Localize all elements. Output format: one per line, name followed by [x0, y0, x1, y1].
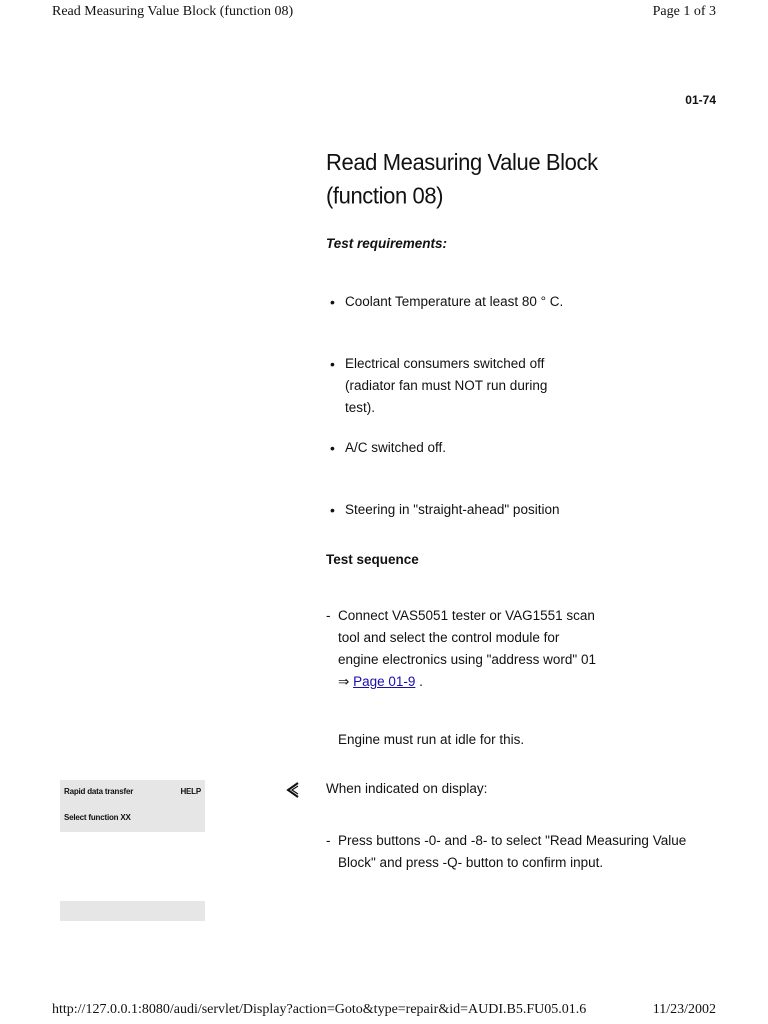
- requirement-item: [330, 499, 630, 521]
- display-line-1: Rapid data transfer: [64, 787, 134, 796]
- display-help: HELP: [180, 787, 201, 796]
- requirement-item: [330, 291, 630, 313]
- bullet-icon: •: [330, 440, 335, 456]
- page-code: 01-74: [685, 93, 716, 107]
- sequence-step-2-text: Press buttons -0- and -8- to select "Read Measuring Value Block" and press -Q- button to confirm input.: [338, 833, 687, 870]
- requirement-text: Electrical consumers switched off (radiator fan must NOT run during test).: [345, 356, 548, 415]
- pointer-arrow-icon: [286, 781, 300, 799]
- test-requirements-heading: Test requirements:: [326, 236, 448, 251]
- sequence-step-1: [326, 605, 596, 693]
- bullet-icon: •: [330, 502, 335, 518]
- requirement-text: Coolant Temperature at least 80 ° C.: [345, 294, 564, 309]
- dash-marker: -: [326, 608, 331, 623]
- sequence-step-1-text: [326, 605, 596, 693]
- page-title: [326, 146, 686, 213]
- bullet-icon: •: [330, 294, 335, 310]
- display-row-1: [64, 787, 201, 796]
- test-sequence-heading: Test sequence: [326, 552, 419, 567]
- idle-note: Engine must run at idle for this.: [338, 732, 525, 747]
- footer-date: 11/23/2002: [652, 1002, 716, 1017]
- page-title-line2: (function 08): [326, 182, 444, 209]
- requirement-item: [330, 437, 630, 459]
- page-link[interactable]: Page 01-9: [353, 674, 416, 689]
- display-blank-bar: [60, 901, 205, 921]
- page-indicator: Page 1 of 3: [652, 4, 716, 19]
- dash-marker: -: [326, 833, 331, 848]
- bullet-icon: •: [330, 356, 335, 372]
- header-title: Read Measuring Value Block (function 08): [52, 4, 294, 19]
- requirement-text: A/C switched off.: [345, 440, 447, 455]
- page-title-line1: Read Measuring Value Block: [326, 149, 598, 176]
- footer-url: http://127.0.0.1:8080/audi/servlet/Display?action=Goto&type=repair&id=AUDI.B5.FU05.01.6: [52, 1002, 587, 1017]
- display-line-2: Select function XX: [64, 813, 131, 822]
- tester-display: [60, 780, 205, 832]
- step-text: Connect VAS5051 tester or VAG1551 scan tool and select the control module for engine electronics using "address word" 01 ⇒: [338, 608, 596, 689]
- requirement-item: [330, 353, 575, 419]
- sequence-step-2: [326, 830, 706, 874]
- display-instruction: When indicated on display:: [326, 781, 488, 796]
- step-end: .: [415, 674, 423, 689]
- requirement-text: Steering in "straight-ahead" position: [345, 502, 560, 517]
